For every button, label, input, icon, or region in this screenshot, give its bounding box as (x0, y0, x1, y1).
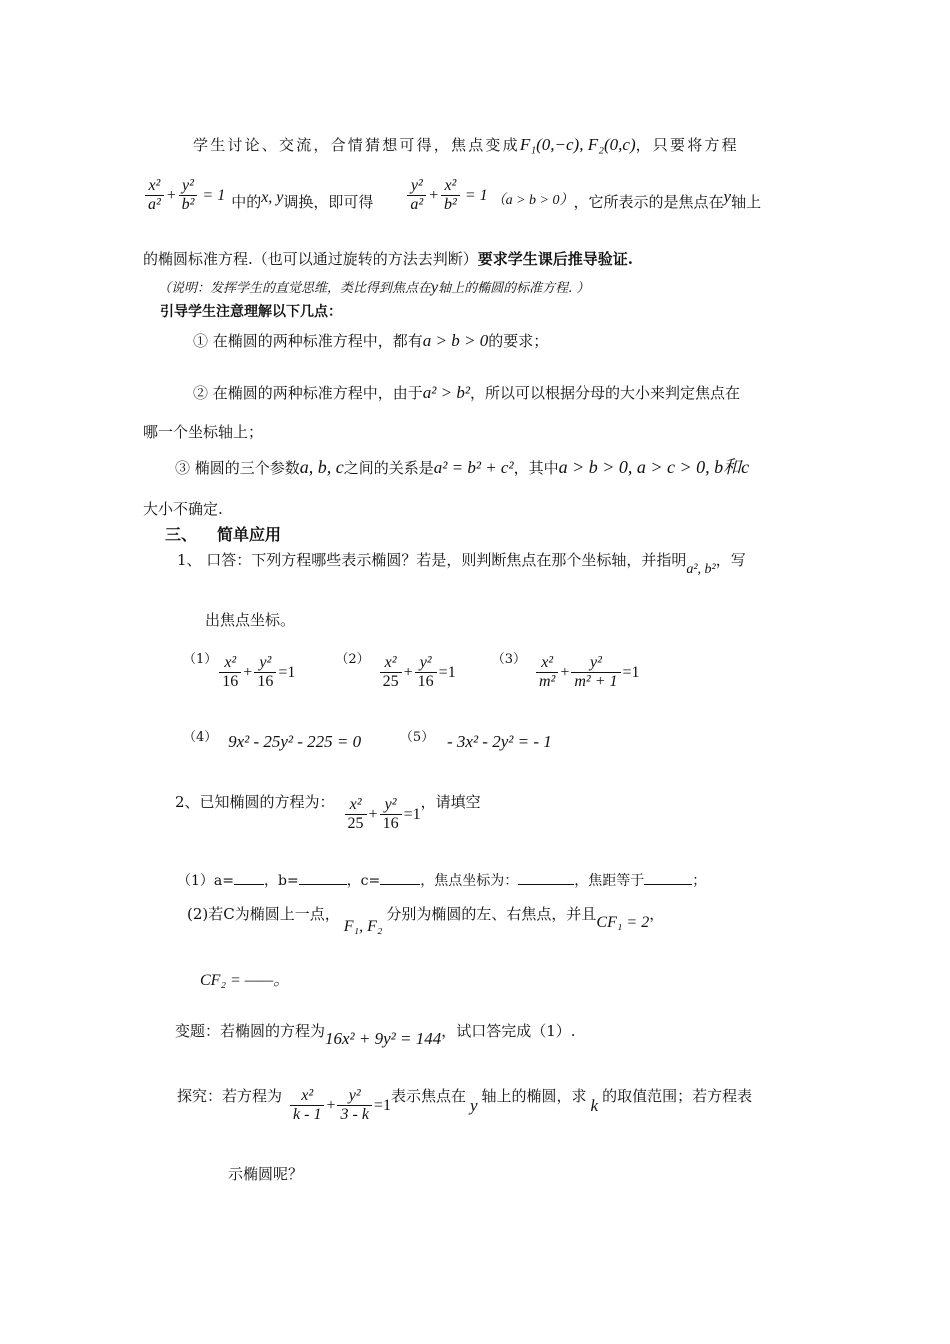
q2-fill2-pre: (2)若C为椭圆上一点， (187, 905, 340, 923)
q2-fill2-end: ， (649, 905, 665, 923)
q1-eq-row1 (183, 654, 640, 692)
eq5: - 3x² - 2y² = - 1 (446, 732, 552, 751)
guide-heading: 引导学生注意理解以下几点： (160, 304, 342, 320)
q2-fill2-mid: 分别为椭圆的左、右焦点，并且 (386, 905, 597, 923)
note-line (158, 280, 589, 296)
q2-fill2 (187, 905, 665, 935)
para1-line1 (193, 136, 739, 153)
point-2-pre: ② 在椭圆的两种标准方程中，由于 (193, 384, 423, 402)
ellipse-eq-x: $\frac{\text{x²}}{\text{a²}}$ + $\frac{\text{y²}}{\text{b²}}$ = 1 (143, 177, 225, 215)
explore-pre: 探究：若方程为 (177, 1087, 283, 1106)
point-3-mid: 之间的关系是 (343, 459, 434, 477)
frac-x2-a2: $\frac{\text{x²}}{\text{a²}}$ (145, 177, 164, 215)
eq1-label: （1） (183, 652, 218, 668)
point-1-post: 的要求； (488, 332, 549, 350)
explore-line (177, 1087, 752, 1125)
eq5-label: （5） (399, 730, 435, 745)
q2-f1f2: F₁, F₂ (343, 918, 383, 935)
point-1-pre: ① 在椭圆的两种标准方程中，都有 (193, 332, 423, 350)
q1-ab: a², b² (686, 562, 716, 577)
q1-text-end: ，写 (715, 551, 746, 569)
eq2-label: （2） (335, 652, 370, 668)
q1-eq-row2 (183, 730, 552, 751)
para1-line2 (143, 177, 761, 215)
para1-mid4: 轴上 (731, 193, 762, 212)
point-3-line2: 大小不确定. (143, 500, 223, 518)
foci-math: F₁(0,−c), F₂(0,c) (519, 135, 636, 154)
explore-k: k (590, 1096, 599, 1116)
point-3-cond: a > b > 0, a > c > 0, b和c (558, 457, 750, 477)
variant-eq: 16x² + 9y² = 144 (325, 1029, 442, 1048)
note-y: y (431, 279, 439, 296)
q2-fill1: （1）a= ，b= ，c= ，焦点坐标为： ，焦距等于 ； (177, 873, 707, 889)
para1-intro: 学生讨论、交流，合情猜想可得，焦点变成 (193, 136, 520, 154)
point-3 (175, 458, 749, 476)
explore-post: 的取值范围；若方程表 (602, 1087, 753, 1106)
para1-mid3: ，它所表示的是焦点在 (573, 193, 724, 212)
point-3-rel: a² = b² + c² (433, 458, 514, 477)
para1-line3-bold: 要求学生课后推导验证. (477, 250, 634, 268)
frac-x2-b2: $\frac{\text{x²}}{\text{b²}}$ (441, 177, 460, 215)
section-3-heading (165, 527, 281, 543)
blank-focal[interactable] (644, 872, 692, 885)
point-2-math: a² > b² (422, 383, 470, 402)
q1-line1 (177, 551, 746, 577)
explore-mid2: 轴上的椭圆，求 (481, 1087, 587, 1106)
frac-y2-b2: $\frac{\text{y²}}{\text{b²}}$ (179, 177, 198, 215)
eq3: $\frac{\text{x²}}{\text{m²}}$ + $\frac{\text{y²}}{\text{m² + 1}}$ = 1 (534, 654, 640, 692)
point-2 (193, 384, 740, 401)
note-pre: （说明：发挥学生的直觉思维，类比得到焦点在 (158, 281, 432, 296)
eq1: $\frac{\text{x²}}{16}$ + $\frac{\text{y²}}{16}$ = 1 (217, 654, 295, 692)
eq4-label: （4） (183, 730, 218, 745)
eq2: $\frac{\text{x²}}{25}$ + $\frac{\text{y²}}{16}$ = 1 (378, 654, 456, 692)
point-3-mid2: ，其中 (513, 459, 559, 477)
explore-mid: 表示焦点在 (390, 1087, 466, 1106)
point-3-params: a, b, c (299, 457, 344, 477)
variant-line (175, 1022, 576, 1048)
q2-cf1: CF₁ = 2 (596, 914, 650, 931)
q1-line2: 出焦点坐标。 (205, 611, 296, 629)
ellipse-eq-y: $\frac{\text{y²}}{\text{a²}}$ + $\frac{\text{x²}}{\text{b²}}$ = 1 (405, 177, 487, 215)
point-1-math: a > b > 0 (422, 331, 489, 350)
blank-a[interactable] (234, 872, 264, 885)
cond-math: （a > b > 0） (491, 192, 574, 208)
y-var: y (723, 187, 732, 207)
point-2-post: ，所以可以根据分母的大小来判定焦点在 (469, 384, 740, 402)
para1-line3-normal: 的椭圆标准方程.（也可以通过旋转的方法去判断） (143, 250, 478, 268)
xy-vars: x, y (261, 188, 284, 206)
explore-eq: $\frac{\text{x²}}{k - 1}$ + $\frac{\text{y²}}{3 - k}$ = 1 (288, 1087, 391, 1125)
note-post: 轴上的椭圆的标准方程. ） (438, 281, 590, 296)
blank-foci[interactable] (518, 872, 574, 885)
q2-cf2: CF₂ = ——。 (200, 972, 290, 989)
eq4: 9x² - 25y² - 225 = 0 (228, 732, 362, 751)
explore-y: y (469, 1096, 478, 1116)
q2-text: 2、已知椭圆的方程为： (175, 793, 335, 812)
section-3-title: 简单应用 (217, 525, 282, 544)
frac-y2-a2: $\frac{\text{y²}}{\text{a²}}$ (407, 177, 426, 215)
para1-tail: ，只要将方程 (635, 136, 739, 154)
para1-line3 (143, 252, 633, 267)
eq3-label: （3） (491, 652, 526, 668)
q2-eq: $\frac{\text{x²}}{25}$ + $\frac{\text{y²}}{16}$ = 1 (343, 796, 421, 834)
q1-text: 1、 口答：下列方程哪些表示椭圆？若是，则判断焦点在那个坐标轴，并指明 (177, 551, 687, 569)
point-3-pre: ③ 椭圆的三个参数 (175, 459, 300, 477)
variant-post: ，试口答完成（1）. (441, 1022, 576, 1040)
blank-c[interactable] (380, 872, 420, 885)
point-1 (193, 332, 548, 349)
q2-text-end: ，请填空 (420, 793, 481, 812)
explore-line2: 示椭圆呢？ (228, 1165, 304, 1183)
q2-line (175, 793, 481, 834)
variant-pre: 变题：若椭圆的方程为 (175, 1022, 326, 1040)
para1-mid2: 调换，即可得 (283, 193, 374, 212)
point-2-line2: 哪一个坐标轴上； (143, 423, 264, 441)
section-3-num: 三、 (165, 525, 198, 544)
para1-mid1: 中的 (231, 193, 262, 212)
blank-b[interactable] (299, 872, 347, 885)
